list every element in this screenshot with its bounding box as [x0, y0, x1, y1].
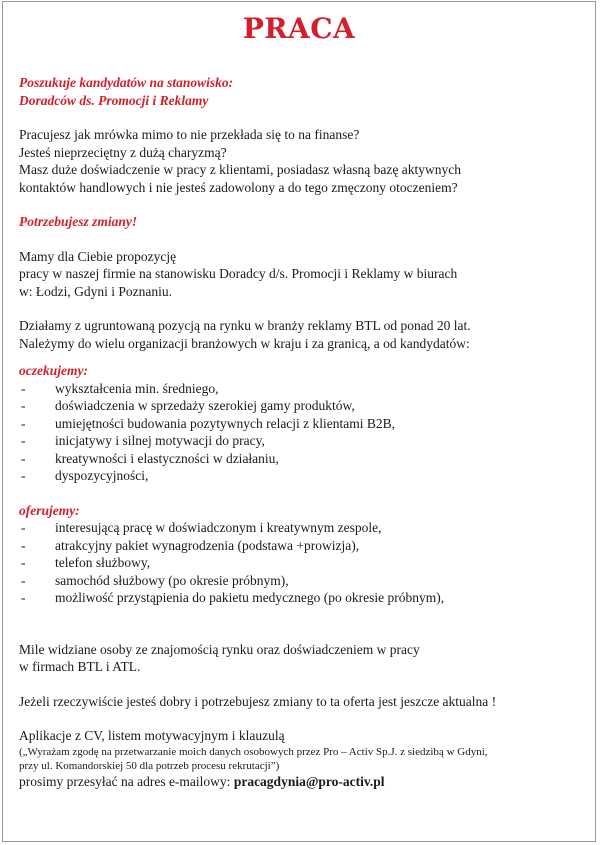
change-heading: Potrzebujesz zmiany! [19, 214, 138, 229]
posting-content [19, 74, 589, 790]
offer-line: Mamy dla Ciebie propozycję [19, 248, 177, 264]
expect-item: kreatywności i elastyczności w działaniu, [55, 450, 279, 466]
page-title: PRACA [242, 12, 356, 45]
offer-line: pracy w naszej firmie na stanowisku Doradcy d/s. Promocji i Reklamy w biurach [19, 266, 458, 281]
dash-bullet: - [21, 572, 26, 588]
dash-bullet: - [21, 520, 26, 535]
offering-item: telefon służbowy, [55, 555, 151, 570]
position-heading-line1: Poszukuje kandydatów na stanowisko: [19, 75, 234, 90]
send-prefix: prosimy przesyłać na adres e-mailowy: [19, 773, 234, 789]
list-item [19, 589, 589, 607]
company-line: Działamy z ugruntowaną pozycją na rynku w branży reklamy BTL od ponad 20 lat. [19, 318, 471, 333]
list-item [19, 415, 589, 433]
expect-list [19, 380, 589, 485]
send-line [19, 773, 589, 791]
list-item [19, 397, 589, 415]
list-item [19, 380, 589, 398]
offering-item: samochód służbowy (po okresie próbnym), [55, 572, 289, 588]
list-item [19, 572, 589, 590]
list-item [19, 554, 589, 572]
dash-bullet: - [21, 537, 26, 553]
consent-clause-line1: („Wyrażam zgodę na przetwarzanie moich danych osobowych przez Pro – Activ Sp.J. z siedzibą w Gdyni, [19, 745, 488, 758]
email-address: pracagdynia@pro-activ.pl [233, 773, 385, 789]
offering-heading: oferujemy: [19, 502, 80, 518]
expect-item: wykształcenia min. średniego, [55, 380, 219, 396]
dash-bullet: - [21, 450, 26, 466]
list-item [19, 432, 589, 450]
offering-item: możliwość przystąpienia do pakietu medycznego (po okresie próbnym), [55, 590, 445, 605]
dash-bullet: - [21, 590, 26, 605]
apply-line: Aplikacje z CV, listem motywacyjnym i klauzulą [19, 728, 285, 743]
welcome-line: Mile widziane osoby ze znajomością rynku oraz doświadczeniem w pracy [19, 641, 420, 657]
list-item [19, 467, 589, 485]
expect-item: inicjatywy i silnej motywacji do pracy, [55, 433, 265, 448]
company-line: Należymy do wielu organizacji branżowych w kraju i za granicą, a od kandydatów: [19, 335, 470, 351]
offering-item: interesującą pracę w doświadczonym i kreatywnym zespole, [55, 520, 382, 535]
consent-clause-line2: przy ul. Komandorskiej 50 dla potrzeb procesu rekrutacji”) [19, 759, 280, 772]
dash-bullet: - [21, 555, 26, 570]
position-heading-line2: Doradców ds. Promocji i Reklamy [19, 92, 209, 108]
welcome-line: w firmach BTL i ATL. [19, 659, 141, 674]
dash-bullet: - [21, 433, 26, 448]
list-item [19, 519, 589, 537]
closing-line: Jeżeli rzeczywiście jesteś dobry i potrzebujesz zmiany to ta oferta jest jeszcze aktualna ! [19, 693, 497, 709]
intro-line: Jesteś nieprzeciętny z dużą charyzmą? [19, 144, 227, 160]
intro-line: kontaktów handlowych i nie jesteś zadowolony a do tego zmęczony otoczeniem? [19, 179, 458, 195]
offer-line: w: Łodzi, Gdyni i Poznaniu. [19, 283, 172, 299]
job-posting-page [2, 1, 596, 842]
expect-heading: oczekujemy: [19, 363, 88, 378]
dash-bullet: - [21, 415, 26, 431]
offering-item: atrakcyjny pakiet wynagrodzenia (podstawa +prowizja), [55, 537, 360, 553]
intro-line: Pracujesz jak mrówka mimo to nie przekłada się to na finanse? [19, 127, 360, 142]
list-item [19, 450, 589, 468]
expect-item: dyspozycyjności, [55, 468, 149, 483]
expect-item: umiejętności budowania pozytywnych relacji z klientami B2B, [55, 415, 396, 431]
dash-bullet: - [21, 380, 26, 396]
offering-list [19, 519, 589, 607]
dash-bullet: - [21, 398, 26, 413]
expect-item: doświadczenia w sprzedaży szerokiej gamy produktów, [55, 398, 355, 413]
intro-line: Masz duże doświadczenie w pracy z klientami, posiadasz własną bazę aktywnych [19, 162, 461, 177]
list-item [19, 537, 589, 555]
dash-bullet: - [21, 468, 26, 483]
